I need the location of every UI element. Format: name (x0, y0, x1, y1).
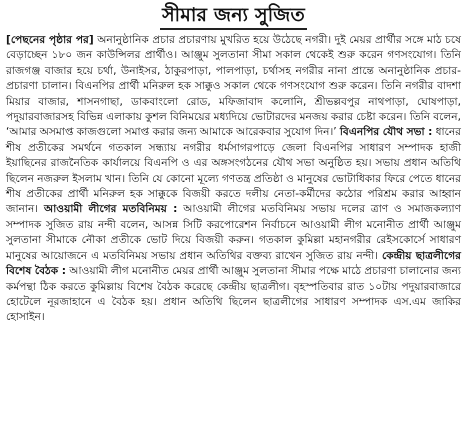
awami-league-meeting-text: আওয়ামী লীগের মতবিনিময় সভায় দলের ত্রাণ ও সমাজকল্যাণ সম্পাদক সুজিত রায় নন্দী বলেন, আসন্ন সিটি করপোরেশন নির্বাচনে আওয়ামী লীগ মনোনীত প্রার্থী আঞ্জুম সুলতানা সীমাকে নৌকা প্রতীকে ভোট দিয়ে বিজয়ী করুন। গতকাল কুমিল্লা মহানগরীর রেইসকোর্সে সাধারণ মানুষের আয়োজনে এ মতবিনিময় সভায় প্রধান অতিথির বক্তব্য রাখেন সুজিত রায় নন্দী। (6, 203, 462, 262)
article-body (6, 33, 461, 326)
continued-from-tag: [পেছনের পৃষ্ঠার পর] (6, 34, 94, 46)
awami-league-meeting-heading: আওয়ামী লীগের মতবিনিময় : (43, 203, 178, 216)
article-headline: সীমার জন্য সুজিত (160, 6, 307, 30)
headline-container (6, 6, 461, 30)
bnp-joint-meeting-text: ধানের শীষ প্রতীকের সমর্থনে গতকাল সন্ধ্যায় নগরীর ধর্মসাগরপাড়ে জেলা বিএনপির সাধারণ সম্পাদক হাজী ইয়াছিনের রাজনৈতিক কার্যালয়ে বিএনপি ও এর অঙ্গসংগঠনের যৌথ সভা অনুষ্ঠিত হয়। সভায় প্রধান অতিথি ছিলেন নজরুল ইসলাম খান। তিনি যে কোনো মূল্যে গণতন্ত্র প্রতিষ্ঠা ও মানুষের ভোটাধিকার ফিরে পেতে ধানের শীষ প্রতীকের প্রার্থী মনিরুল হক সাক্কুকে বিজয়ী করতে দলীয় নেতা-কর্মীদের কঠোর পরিশ্রম করার আহ্বান জানান। (6, 126, 462, 216)
chhatra-league-meeting-text: আওয়ামী লীগ মনোনীত মেয়র প্রার্থী আঞ্জুম সুলতানা সীমার পক্ষে মাঠে প্রচারণা চালানোর জন্য কর্মপন্থা ঠিক করতে কুমিল্লায় বিশেষ বৈঠক করেছে কেন্দ্রীয় ছাত্রলীগ। বৃহস্পতিবার রাত ১০টায় পদুয়ারবাজারে হোটেলে নূরজাহানে এ বৈঠক হয়। প্রধান অতিথি ছিলেন ছাত্রলীগের সাধারণ সম্পাদক এস.এম জাকির হোসাইন। (6, 265, 461, 324)
paragraph-campaign-text: অনানুষ্ঠানিক প্রচার প্রচারণায় মুখরিত হয়ে উঠেছে নগরী। দুই মেয়র প্রার্থীর সঙ্গে মাঠ চষে বেড়াচ্ছেন ১৮০ জন কাউন্সিলর প্রার্থীও। আঞ্জুম সুলতানা সীমা সকাল থেকেই শুরু করেন গণসংযোগ। তিনি রাজগঞ্জ বাজার হয়ে চর্থা, উনাইসর, ঠাকুরপাড়া, পালপাড়া, চর্থাসহ নগরীর নানা প্রান্তে অনানুষ্ঠানিক প্রচার-প্রচারণা চালান। বিএনপির প্রার্থী মনিরুল হক সাক্কুও সকাল থেকে গণসংযোগ শুরু করেন। তিনি নগরীর বাদশা মিয়ার বাজার, শাসনগাছা, ডাকবাংলো রোড, মফিজাবাদ কলোনি, শ্রীভল্লবপুর নাথপাড়া, ঘোষপাড়া, পদুয়ারবাজারসহ বিভিন্ন এলাকায় কুশল বিনিময়ের মধ্যদিয়ে ভোটারদের মনজয় করার চেষ্টা করেন। তিনি বলেন, ‘আমার অসমাপ্ত কাজগুলো সমাপ্ত করার জন্য আমাকে আরেকবার সুযোগ দিন।’ (6, 34, 461, 139)
bnp-joint-meeting-heading: বিএনপির যৌথ সভা : (339, 126, 433, 139)
chhatra-league-meeting-heading: কেন্দ্রীয় ছাত্রলীগের বিশেষ বৈঠক : (6, 249, 461, 278)
